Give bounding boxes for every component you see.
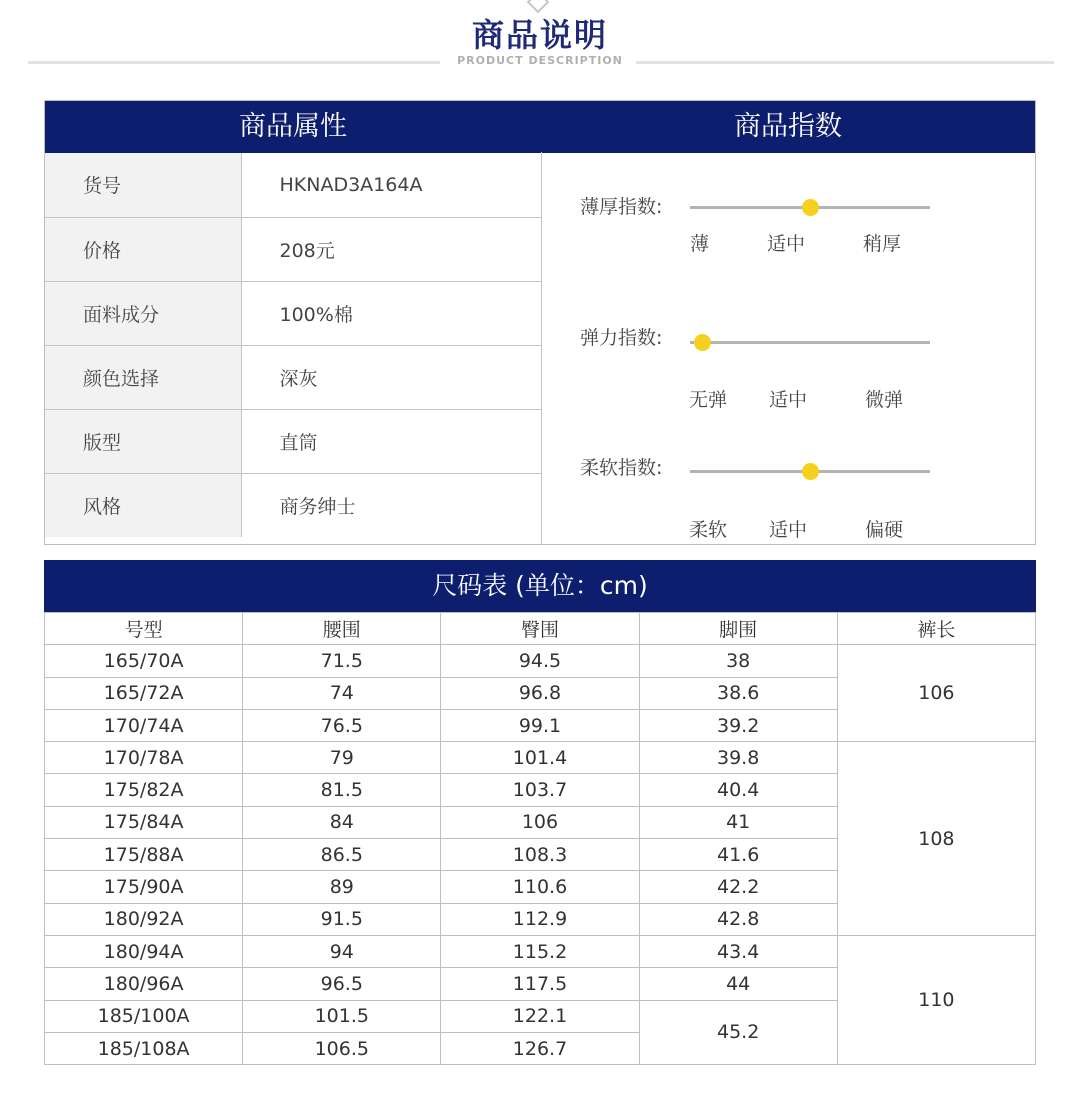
cell-hip: 126.7	[441, 1032, 639, 1064]
attribute-row	[45, 153, 542, 217]
softness-tick-mid: 适中	[769, 519, 808, 541]
cell-size: 185/108A	[45, 1032, 243, 1064]
attribute-value: 208元	[241, 217, 542, 281]
cell-waist: 74	[243, 677, 441, 709]
cell-hip: 112.9	[441, 903, 639, 935]
cell-hip: 94.5	[441, 645, 639, 677]
elasticity-index-marker	[694, 334, 711, 351]
elasticity-tick-high: 微弹	[865, 389, 904, 411]
cell-size: 180/96A	[45, 968, 243, 1000]
elasticity-tick-mid: 适中	[769, 389, 808, 411]
cell-hem: 43.4	[639, 935, 837, 967]
attribute-value: 商务绅士	[241, 473, 542, 537]
cell-waist: 71.5	[243, 645, 441, 677]
cell-size: 165/72A	[45, 677, 243, 709]
softness-index-label: 柔软指数:	[580, 457, 663, 479]
page-title: 商品说明	[471, 16, 608, 54]
cell-size: 170/78A	[45, 742, 243, 774]
cell-hem: 39.2	[639, 709, 837, 741]
attribute-value: 100%棉	[241, 281, 542, 345]
attribute-key: 颜色选择	[45, 345, 241, 409]
cell-size: 175/90A	[45, 871, 243, 903]
cell-length: 106	[837, 645, 1035, 742]
cell-size: 175/84A	[45, 806, 243, 838]
cell-hem: 39.8	[639, 742, 837, 774]
cell-waist: 79	[243, 742, 441, 774]
col-header-size: 号型	[45, 613, 243, 645]
cell-hip: 122.1	[441, 1000, 639, 1032]
cell-size: 185/100A	[45, 1000, 243, 1032]
cell-waist: 91.5	[243, 903, 441, 935]
elasticity-tick-low: 无弹	[689, 389, 728, 411]
col-header-hip: 臀围	[441, 613, 639, 645]
attribute-value: HKNAD3A164A	[241, 153, 542, 217]
cell-hem: 42.8	[639, 903, 837, 935]
cell-hem: 40.4	[639, 774, 837, 806]
col-header-hem: 脚围	[639, 613, 837, 645]
attribute-key: 价格	[45, 217, 241, 281]
attribute-row	[45, 409, 542, 473]
cell-hip: 106	[441, 806, 639, 838]
attribute-row	[45, 217, 542, 281]
col-header-length: 裤长	[837, 613, 1035, 645]
elasticity-index-track	[690, 341, 930, 344]
cell-waist: 81.5	[243, 774, 441, 806]
thickness-tick-high: 稍厚	[863, 233, 902, 255]
cell-hem: 38	[639, 645, 837, 677]
attribute-row	[45, 473, 542, 537]
attribute-value: 深灰	[241, 345, 542, 409]
cell-hem: 41	[639, 806, 837, 838]
product-info-panel	[44, 100, 1036, 545]
cell-waist: 86.5	[243, 839, 441, 871]
softness-index-marker	[802, 463, 819, 480]
page-subtitle: PRODUCT DESCRIPTION	[457, 54, 623, 67]
thickness-index-label: 薄厚指数:	[580, 196, 663, 218]
size-table-header-row	[45, 613, 1036, 645]
attribute-key: 版型	[45, 409, 241, 473]
cell-waist: 96.5	[243, 968, 441, 1000]
thickness-index-marker	[802, 199, 819, 216]
thickness-tick-low: 薄	[690, 233, 710, 255]
table-row	[45, 742, 1036, 774]
size-table	[44, 612, 1036, 1065]
cell-hem: 44	[639, 968, 837, 1000]
attribute-row	[45, 281, 542, 345]
cell-waist: 84	[243, 806, 441, 838]
softness-tick-low: 柔软	[689, 519, 728, 541]
cell-hip: 117.5	[441, 968, 639, 1000]
panel-header	[45, 101, 1035, 153]
cell-size: 165/70A	[45, 645, 243, 677]
cell-hip: 108.3	[441, 839, 639, 871]
cell-size: 175/82A	[45, 774, 243, 806]
cell-hip: 110.6	[441, 871, 639, 903]
attributes-table	[45, 153, 542, 537]
cell-hem: 42.2	[639, 871, 837, 903]
attribute-key: 货号	[45, 153, 241, 217]
table-row	[45, 935, 1036, 967]
cell-hip: 99.1	[441, 709, 639, 741]
cell-waist: 89	[243, 871, 441, 903]
cell-waist: 94	[243, 935, 441, 967]
attribute-row	[45, 345, 542, 409]
cell-hip: 101.4	[441, 742, 639, 774]
panel-column-divider	[541, 152, 542, 544]
attribute-value: 直筒	[241, 409, 542, 473]
cell-size: 170/74A	[45, 709, 243, 741]
cell-size: 180/94A	[45, 935, 243, 967]
cell-size: 175/88A	[45, 839, 243, 871]
softness-index-track	[690, 470, 930, 473]
cell-size: 180/92A	[45, 903, 243, 935]
thickness-tick-mid: 适中	[767, 233, 806, 255]
softness-tick-high: 偏硬	[865, 519, 904, 541]
attributes-heading: 商品属性	[239, 111, 347, 142]
thickness-index-track	[690, 206, 930, 209]
cell-hem: 45.2	[639, 1000, 837, 1065]
cell-length: 110	[837, 935, 1035, 1064]
size-table-title: 尺码表 (单位：cm)	[44, 560, 1036, 612]
table-row	[45, 645, 1036, 677]
elasticity-index-label: 弹力指数:	[580, 327, 663, 349]
cell-hip: 103.7	[441, 774, 639, 806]
cell-hem: 38.6	[639, 677, 837, 709]
attribute-key: 风格	[45, 473, 241, 537]
cell-waist: 101.5	[243, 1000, 441, 1032]
cell-waist: 76.5	[243, 709, 441, 741]
attribute-key: 面料成分	[45, 281, 241, 345]
col-header-waist: 腰围	[243, 613, 441, 645]
cell-waist: 106.5	[243, 1032, 441, 1064]
indices-heading: 商品指数	[734, 111, 842, 142]
cell-hem: 41.6	[639, 839, 837, 871]
cell-hip: 115.2	[441, 935, 639, 967]
cell-hip: 96.8	[441, 677, 639, 709]
cell-length: 108	[837, 742, 1035, 936]
